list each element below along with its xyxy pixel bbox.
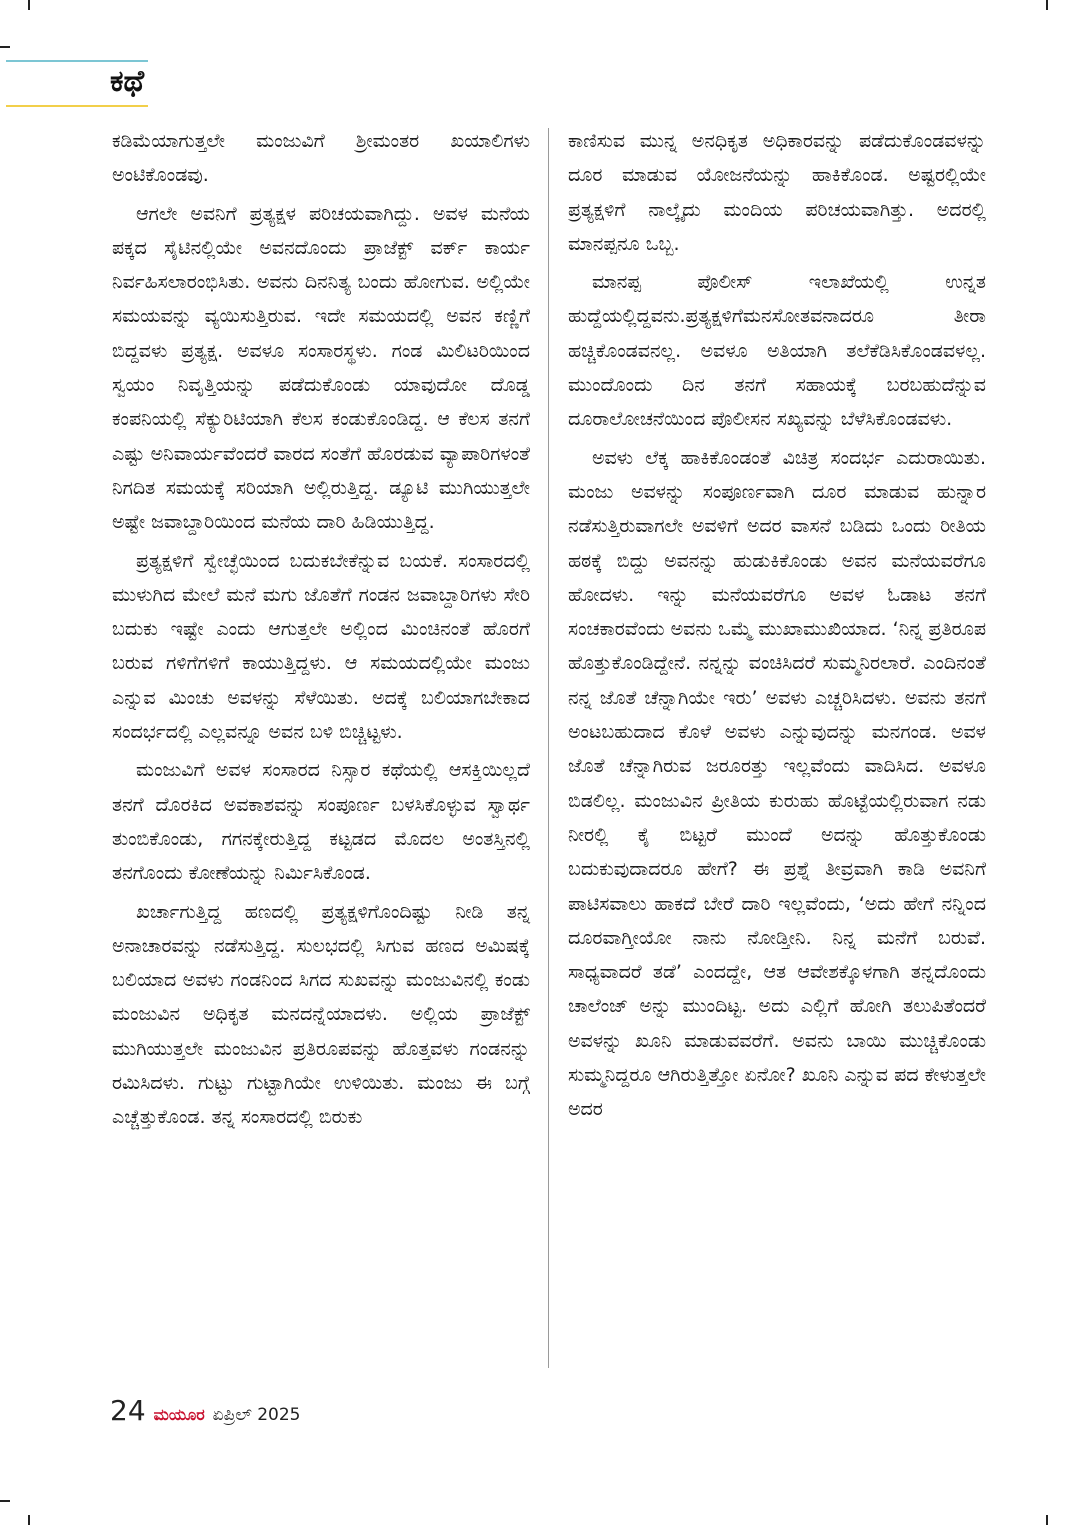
paragraph: ಪ್ರತ್ಯಕ್ಷಳಿಗೆ ಸ್ವೇಚ್ಛೆಯಿಂದ ಬದುಕಬೇಕೆನ್ನುವ ಬಯಕೆ. ಸಂಸಾರದಲ್ಲಿ ಮುಳುಗಿದ ಮೇಲೆ ಮನೆ ಮಗು ಜೊತೆಗೆ ಗಂಡನ ಜವಾಬ್ದಾರಿಗಳು ಸೇರಿ ಬದುಕು ಇಷ್ಟೇ ಎಂದು ಆಗುತ್ತಲೇ ಅಲ್ಲಿಂದ ಮಿಂಚಿನಂತೆ ಹೊರಗೆ ಬರುವ ಗಳಿಗೆಗಳಿಗೆ ಕಾಯುತ್ತಿದ್ದಳು. ಆ ಸಮಯದಲ್ಲಿಯೇ ಮಂಜು ಎನ್ನುವ ಮಿಂಚು ಅವಳನ್ನು ಸೆಳೆಯಿತು. ಅದಕ್ಕೆ ಬಲಿಯಾಗಬೇಕಾದ ಸಂದರ್ಭದಲ್ಲಿ ಎಲ್ಲವನ್ನೂ ಅವನ ಬಳಿ ಬಿಚ್ಚಿಟ್ಟಳು. xyxy=(112,549,530,744)
section-label: ಕಥೆ xyxy=(110,64,145,99)
header-rule-top xyxy=(6,60,148,62)
header-rule-bottom xyxy=(6,105,148,107)
paragraph: ಖರ್ಚಾಗುತ್ತಿದ್ದ ಹಣದಲ್ಲಿ ಪ್ರತ್ಯಕ್ಷಳಿಗೊಂದಿಷ್ಟು ನೀಡಿ ತನ್ನ ಅನಾಚಾರವನ್ನು ನಡೆಸುತ್ತಿದ್ದ. ಸುಲಭದಲ್ಲಿ ಸಿಗುವ ಹಣದ ಅಮಿಷಕ್ಕೆ ಬಲಿಯಾದ ಅವಳು ಗಂಡನಿಂದ ಸಿಗದ ಸುಖವನ್ನು ಮಂಜುವಿನಲ್ಲಿ ಕಂಡು ಮಂಜುವಿನ ಅಧಿಕೃತ ಮನದನ್ನೆಯಾದಳು. ಅಲ್ಲಿಯ ಪ್ರಾಜೆಕ್ಟ್ ಮುಗಿಯುತ್ತಲೇ ಮಂಜುವಿನ ಪ್ರತಿರೂಪವನ್ನು ಹೊತ್ತವಳು ಗಂಡನನ್ನು ರಮಿಸಿದಳು. ಗುಟ್ಟು ಗುಟ್ಟಾಗಿಯೇ ಉಳಿಯಿತು. ಮಂಜು ಈ ಬಗ್ಗೆ ಎಚ್ಚೆತ್ತುಕೊಂಡ. ತನ್ನ ಸಂಸಾರದಲ್ಲಿ ಬಿರುಕು xyxy=(112,900,530,1129)
crop-mark xyxy=(0,46,10,48)
issue-date: ಏಪ್ರಿಲ್ 2025 xyxy=(212,1405,301,1425)
magazine-logo: ಮಯೂರ xyxy=(153,1405,205,1424)
paragraph: ಕಡಿಮೆಯಾಗುತ್ತಲೇ ಮಂಜುವಿಗೆ ಶ್ರೀಮಂತರ ಖಯಾಲಿಗಳು ಅಂಟಿಕೊಂಡವು. xyxy=(112,130,530,187)
crop-mark xyxy=(1046,0,1048,10)
paragraph: ಅವಳು ಲೆಕ್ಕ ಹಾಕಿಕೊಂಡಂತೆ ವಿಚಿತ್ರ ಸಂದರ್ಭ ಎದುರಾಯಿತು. ಮಂಜು ಅವಳನ್ನು ಸಂಪೂರ್ಣವಾಗಿ ದೂರ ಮಾಡುವ ಹುನ್ನಾರ ನಡೆಸುತ್ತಿರುವಾಗಲೇ ಅವಳಿಗೆ ಅದರ ವಾಸನೆ ಬಡಿದು ಒಂದು ರೀತಿಯ ಹಠಕ್ಕೆ ಬಿದ್ದು ಅವನನ್ನು ಹುಡುಕಿಕೊಂಡು ಅವನ ಮನೆಯವರೆಗೂ ಹೋದಳು. ಇನ್ನು ಮನೆಯವರೆಗೂ ಅವಳ ಓಡಾಟ ತನಗೆ ಸಂಚಕಾರವೆಂದು ಅವನು ಒಮ್ಮೆ ಮುಖಾಮುಖಿಯಾದ. ‘ನಿನ್ನ ಪ್ರತಿರೂಪ ಹೊತ್ತುಕೊಂಡಿದ್ದೇನೆ. ನನ್ನನ್ನು ವಂಚಿಸಿದರೆ ಸುಮ್ಮನಿರಲಾರೆ. ಎಂದಿನಂತೆ ನನ್ನ ಜೊತೆ ಚೆನ್ನಾಗಿಯೇ ಇರು’ ಅವಳು ಎಚ್ಚರಿಸಿದಳು. ಅವನು ತನಗೆ ಅಂಟಬಹುದಾದ ಕೊಳೆ ಅವಳು ಎನ್ನುವುದನ್ನು ಮನಗಂಡ. ಅವಳ ಜೊತೆ ಚೆನ್ನಾಗಿರುವ ಜರೂರತ್ತು ಇಲ್ಲವೆಂದು ವಾದಿಸಿದ. ಅವಳೂ ಬಿಡಲಿಲ್ಲ. ಮಂಜುವಿನ ಪ್ರೀತಿಯ ಕುರುಹು ಹೊಟ್ಟೆಯಲ್ಲಿರುವಾಗ ನಡು ನೀರಲ್ಲಿ ಕೈ ಬಿಟ್ಟರೆ ಮುಂದೆ ಅದನ್ನು ಹೊತ್ತುಕೊಂಡು ಬದುಕುವುದಾದರೂ ಹೇಗೆ? ಈ ಪ್ರಶ್ನೆ ತೀವ್ರವಾಗಿ ಕಾಡಿ ಅವನಿಗೆ ಪಾಟಿಸವಾಲು ಹಾಕದೆ ಬೇರೆ ದಾರಿ ಇಲ್ಲವೆಂದು, ‘ಅದು ಹೇಗೆ ನನ್ನಿಂದ ದೂರವಾಗ್ತೀಯೋ ನಾನು ನೋಡ್ತೀನಿ. ನಿನ್ನ ಮನೆಗೆ ಬರುವೆ. ಸಾಧ್ಯವಾದರೆ ತಡೆ’ ಎಂದದ್ದೇ, ಆತ ಆವೇಶಕ್ಕೊಳಗಾಗಿ ತನ್ನದೊಂದು ಚಾಲೆಂಜ್ ಅನ್ನು ಮುಂದಿಟ್ಟ. ಅದು ಎಲ್ಲಿಗೆ ಹೋಗಿ ತಲುಪಿತೆಂದರೆ ಅವಳನ್ನು ಖೂನಿ ಮಾಡುವವರೆಗೆ. ಅವನು ಬಾಯಿ ಮುಚ್ಚಿಕೊಂಡು ಸುಮ್ಮನಿದ್ದರೂ ಆಗಿರುತ್ತಿತ್ತೋ ಏನೋ? ಖೂನಿ ಎನ್ನುವ ಪದ ಕೇಳುತ್ತಲೇ ಅದರ xyxy=(568,446,986,1121)
paragraph: ಮಂಜುವಿಗೆ ಅವಳ ಸಂಸಾರದ ನಿಸ್ಸಾರ ಕಥೆಯಲ್ಲಿ ಆಸಕ್ತಿಯಿಲ್ಲದೆ ತನಗೆ ದೊರಕಿದ ಅವಕಾಶವನ್ನು ಸಂಪೂರ್ಣ ಬಳಸಿಕೊಳ್ಳುವ ಸ್ವಾರ್ಥ ತುಂಬಿಕೊಂಡು, ಗಗನಕ್ಕೇರುತ್ತಿದ್ದ ಕಟ್ಟಡದ ಮೊದಲ ಅಂತಸ್ತಿನಲ್ಲಿ ತನಗೊಂದು ಕೋಣೆಯನ್ನು ನಿರ್ಮಿಸಿಕೊಂಡ. xyxy=(112,759,530,885)
crop-mark xyxy=(0,1500,10,1502)
left-column xyxy=(112,124,530,1139)
page-number: 24 xyxy=(110,1394,146,1427)
right-column xyxy=(568,124,986,1131)
paragraph: ಮಾನಪ್ಪ ಪೊಲೀಸ್ ಇಲಾಖೆಯಲ್ಲಿ ಉನ್ನತ ಹುದ್ದೆಯಲ್ಲಿದ್ದವನು.ಪ್ರತ್ಯಕ್ಷಳಿಗೆಮನಸೋತವನಾದರೂ ತೀರಾ ಹಚ್ಚಿಕೊಂಡವನಲ್ಲ. ಅವಳೂ ಅತಿಯಾಗಿ ತಲೆಕೆಡಿಸಿಕೊಂಡವಳಲ್ಲ. ಮುಂದೊಂದು ದಿನ ತನಗೆ ಸಹಾಯಕ್ಕೆ ಬರಬಹುದೆನ್ನುವ ದೂರಾಲೋಚನೆಯಿಂದ ಪೊಲೀಸನ ಸಖ್ಯವನ್ನು ಬೆಳೆಸಿಕೊಂಡವಳು. xyxy=(568,271,986,431)
crop-mark xyxy=(1046,1515,1048,1525)
crop-mark xyxy=(28,0,30,10)
page-footer xyxy=(110,1394,300,1427)
paragraph: ಆಗಲೇ ಅವನಿಗೆ ಪ್ರತ್ಯಕ್ಷಳ ಪರಿಚಯವಾಗಿದ್ದು. ಅವಳ ಮನೆಯ ಪಕ್ಕದ ಸೈಟಿನಲ್ಲಿಯೇ ಅವನದೊಂದು ಪ್ರಾಜೆಕ್ಟ್ ವರ್ಕ್ ಕಾರ್ಯ ನಿರ್ವಹಿಸಲಾರಂಭಿಸಿತು. ಅವನು ದಿನನಿತ್ಯ ಬಂದು ಹೋಗುವ. ಅಲ್ಲಿಯೇ ಸಮಯವನ್ನು ವ್ಯಯಿಸುತ್ತಿರುವ. ಇದೇ ಸಮಯದಲ್ಲಿ ಅವನ ಕಣ್ಣಿಗೆ ಬಿದ್ದವಳು ಪ್ರತ್ಯಕ್ಷ. ಅವಳೂ ಸಂಸಾರಸ್ಥಳು. ಗಂಡ ಮಿಲಿಟರಿಯಿಂದ ಸ್ವಯಂ ನಿವೃತ್ತಿಯನ್ನು ಪಡೆದುಕೊಂಡು ಯಾವುದೋ ದೊಡ್ಡ ಕಂಪನಿಯಲ್ಲಿ ಸೆಕ್ಯುರಿಟಿಯಾಗಿ ಕೆಲಸ ಕಂಡುಕೊಂಡಿದ್ದ. ಆ ಕೆಲಸ ತನಗೆ ಎಷ್ಟು ಅನಿವಾರ್ಯವೆಂದರೆ ವಾರದ ಸಂತೆಗೆ ಹೊರಡುವ ವ್ಯಾಪಾರಿಗಳಂತೆ ನಿಗದಿತ ಸಮಯಕ್ಕೆ ಸರಿಯಾಗಿ ಅಲ್ಲಿರುತ್ತಿದ್ದ. ಡ್ಯೂಟಿ ಮುಗಿಯುತ್ತಲೇ ಅಷ್ಟೇ ಜವಾಬ್ದಾರಿಯಿಂದ ಮನೆಯ ದಾರಿ ಹಿಡಿಯುತ್ತಿದ್ದ. xyxy=(112,202,530,534)
paragraph: ಕಾಣಿಸುವ ಮುನ್ನ ಅನಧಿಕೃತ ಅಧಿಕಾರವನ್ನು ಪಡೆದುಕೊಂಡವಳನ್ನು ದೂರ ಮಾಡುವ ಯೋಜನೆಯನ್ನು ಹಾಕಿಕೊಂಡ. ಅಷ್ಟರಲ್ಲಿಯೇ ಪ್ರತ್ಯಕ್ಷಳಿಗೆ ನಾಲ್ಕೈದು ಮಂದಿಯ ಪರಿಚಯವಾಗಿತ್ತು. ಅದರಲ್ಲಿ ಮಾನಪ್ಪನೂ ಒಬ್ಬ. xyxy=(568,130,986,255)
column-divider xyxy=(548,128,549,1368)
crop-mark xyxy=(28,1515,30,1525)
